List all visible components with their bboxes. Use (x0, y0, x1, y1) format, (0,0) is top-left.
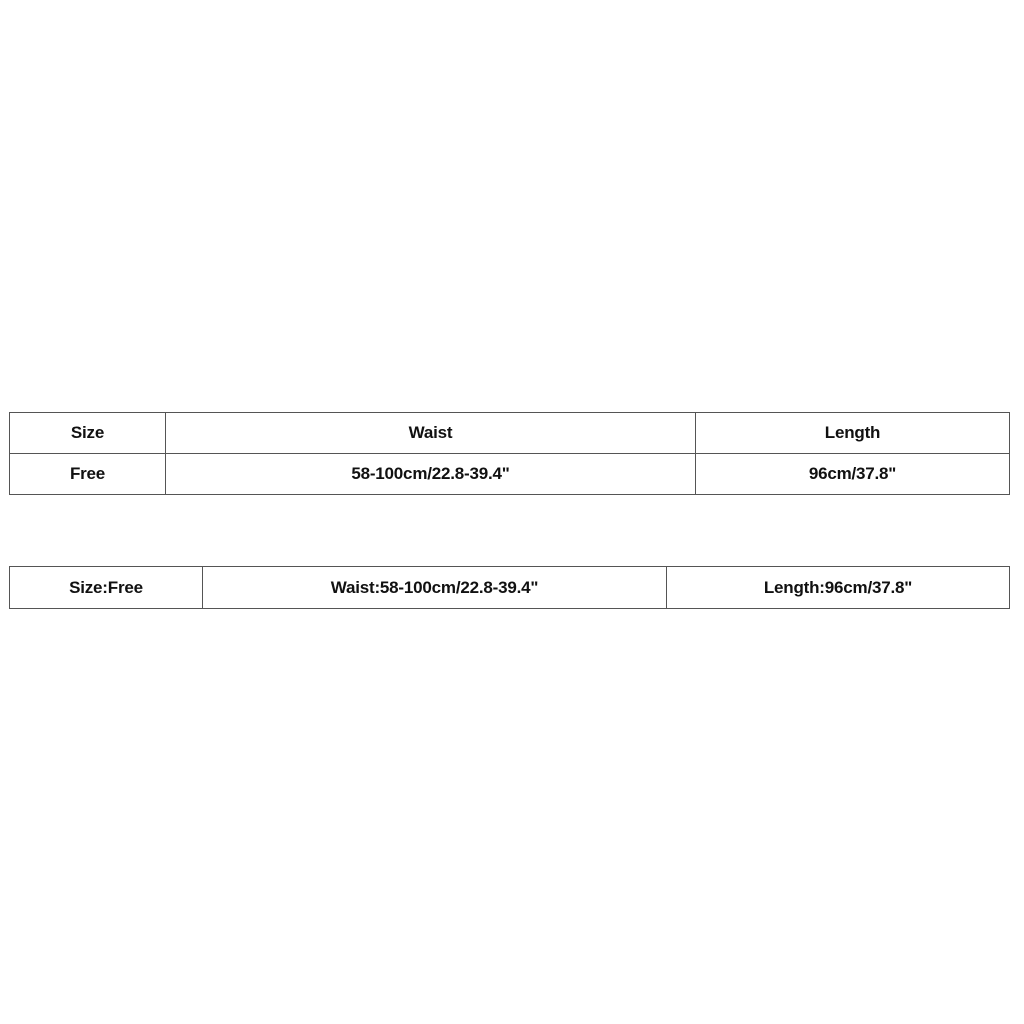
header-length: Length (696, 413, 1010, 454)
header-waist: Waist (166, 413, 696, 454)
table-row (10, 567, 1010, 609)
size-table (9, 412, 1010, 495)
header-size: Size (10, 413, 166, 454)
cell-length: Length:96cm/37.8" (667, 567, 1010, 609)
table-header-row (10, 413, 1010, 454)
cell-size-free: Size:Free (10, 567, 203, 609)
size-inline-table (9, 566, 1010, 609)
table-row (10, 454, 1010, 495)
cell-length-value: 96cm/37.8" (696, 454, 1010, 495)
cell-waist-value: 58-100cm/22.8-39.4" (166, 454, 696, 495)
cell-waist: Waist:58-100cm/22.8-39.4" (203, 567, 667, 609)
cell-size-value: Free (10, 454, 166, 495)
